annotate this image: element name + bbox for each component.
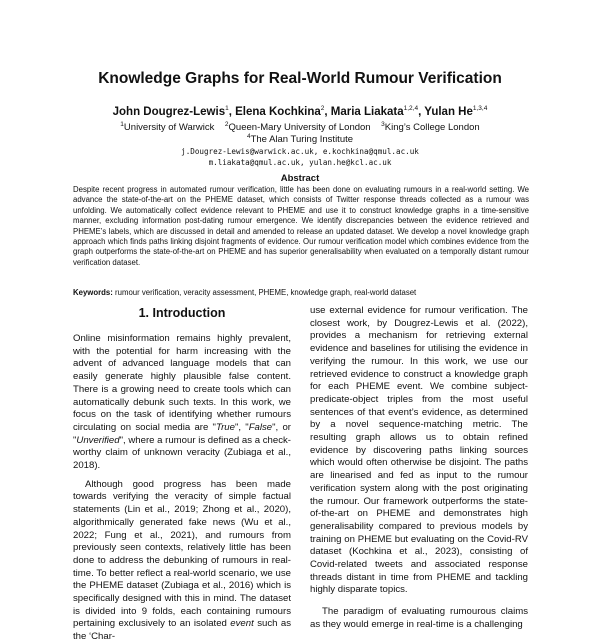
author-affil-mark: 1	[225, 105, 229, 112]
author-affil-mark: 2	[320, 105, 325, 112]
intro-paragraph-3: use external evidence for rumour verification. The closest work, by Dougrez-Lewis et al. (2022), provides a mechanism for retrieving external evidence and baselines for utilising the evidence in verifying the rumour. In this work, we use our retrieved evidence to construct a knowledge graph for each PHEME event. We combine subject-predicate-object triples from the most useful sentences of that event’s evidence, as determined by a novel sequence-matching metric. The resulting graph allows us to obtain refined evidence by discovering paths linking sources which would often otherwise be disjoint. The paths are linearised and fed as input to the rumour verification system along with the post originating the rumour. Our framework outperforms the state-of-the-art on PHEME and demonstrates high generalisability compared to previous models by training on PHEME but evaluating on the Covid-RV dataset (Kochkina et al., 2023), consisting of Covid-related tweets and associated response threads distant in time from PHEME and tackling highly disparate topics.	[310, 305, 528, 596]
text-span: Online misinformation remains highly prevalent, with the potential for harm increasing with the advent of advanced language models that can easily generate highly plausible false content. There is a growing need to create tools which can automatically debunk such texts. In this work, we focus on the task of identifying whether rumours circulating on social media are "	[73, 333, 291, 433]
emphasis-event: event	[230, 618, 254, 630]
email-line-1: j.Dougrez-Lewis@warwick.ac.uk, e.kochkina@qmul.ac.uk	[181, 147, 419, 156]
intro-paragraph-2	[73, 479, 291, 644]
abstract-text: Despite recent progress in automated rumour verification, little has been done on evaluating rumours in a real-world setting. We advance the state-of-the-art on the PHEME dataset, which consists of Twitter response threads collected as a rumour was unfolding. We automatically collect evidence relevant to PHEME and use it to construct knowledge graphs in a time-sensitive manner, excluding information post-dating rumour emergence. We identify discrepancies between the evidence retrieved and PHEME’s labels, which are discussed in detail and amended to release an updated dataset. We develop a novel knowledge graph approach which finds paths linking disjoint fragments of evidence. Our rumour verification model which combines evidence from the graph outperforms the state-of-the-art on PHEME and has superior generalisability when evaluated on a temporally distant rumour verification dataset.	[73, 185, 529, 267]
author-list: John Dougrez-Lewis$^1$, Elena Kochkina$^2$, Maria Liakata$^{1,2,4}$, Yulan He$^{1,3,4}$	[112, 105, 488, 118]
affil-mark: 2	[224, 121, 229, 128]
affiliations-line-2	[0, 133, 600, 145]
keywords-label: Keywords:	[73, 288, 113, 297]
text-span: ", "	[234, 421, 249, 433]
intro-paragraph-4: The paradigm of evaluating rumourous claims as they would emerge in real-time is a challenging	[310, 606, 528, 630]
affil-mark: 1	[120, 121, 124, 128]
label-false: False	[248, 421, 273, 433]
text-span: such as the ‘Char-	[73, 618, 291, 643]
affiliation: King’s College London	[384, 122, 480, 134]
affiliation: Queen-Mary University of London	[228, 122, 371, 134]
keywords-text: rumour verification, veracity assessment, PHEME, knowledge graph, real-world dataset	[115, 288, 417, 297]
author-name: John Dougrez-Lewis	[112, 105, 226, 118]
affil-mark: 4	[246, 133, 251, 140]
author-name: Yulan He	[424, 105, 473, 118]
affil-mark: 3	[381, 121, 385, 128]
label-unverified: Unverified	[76, 434, 120, 446]
keywords	[73, 288, 529, 297]
abstract-heading: Abstract	[280, 173, 320, 184]
author-affil-mark: 1,3,4	[472, 105, 488, 112]
left-column	[73, 333, 291, 644]
intro-paragraph-1	[73, 333, 291, 473]
paper-title: Knowledge Graphs for Real-World Rumour Verification	[98, 70, 502, 87]
text-span: ", or "	[73, 421, 291, 446]
section-heading: 1. Introduction	[138, 306, 226, 320]
email-line-2: m.liakata@qmul.ac.uk, yulan.he@kcl.ac.uk	[208, 158, 392, 167]
label-true: True	[215, 421, 235, 433]
affiliation: The Alan Turing Institute	[250, 134, 354, 146]
author-name: Elena Kochkina	[235, 105, 321, 118]
text-span: Although good progress has been made towards verifying the veracity of simple factual statements (Lin et al., 2019; Zhong et al., 2020), algorithmically generated fake news (Wu et al., 2022; Fung et al., 2021), and rumours from previously seen contexts, relatively little has been done to address the debunking of rumours in real-time. To better reflect a real-world scenario, we use the PHEME dataset (Zubiaga et al., 2016) which is specifically designed with this in mind. The dataset is divided into 9 folds, each containing rumours pertaining exclusively to an isolated	[73, 478, 291, 630]
text-span: ", where a rumour is defined as a check-worthy claim of unknown veracity (Zubiaga et al., 2018).	[73, 434, 291, 472]
right-column	[310, 305, 528, 632]
author-affil-mark: 1,2,4	[403, 105, 419, 112]
author-name: Maria Liakata	[330, 105, 404, 118]
affiliation: University of Warwick	[123, 122, 215, 134]
affiliations-line-1	[0, 121, 600, 133]
